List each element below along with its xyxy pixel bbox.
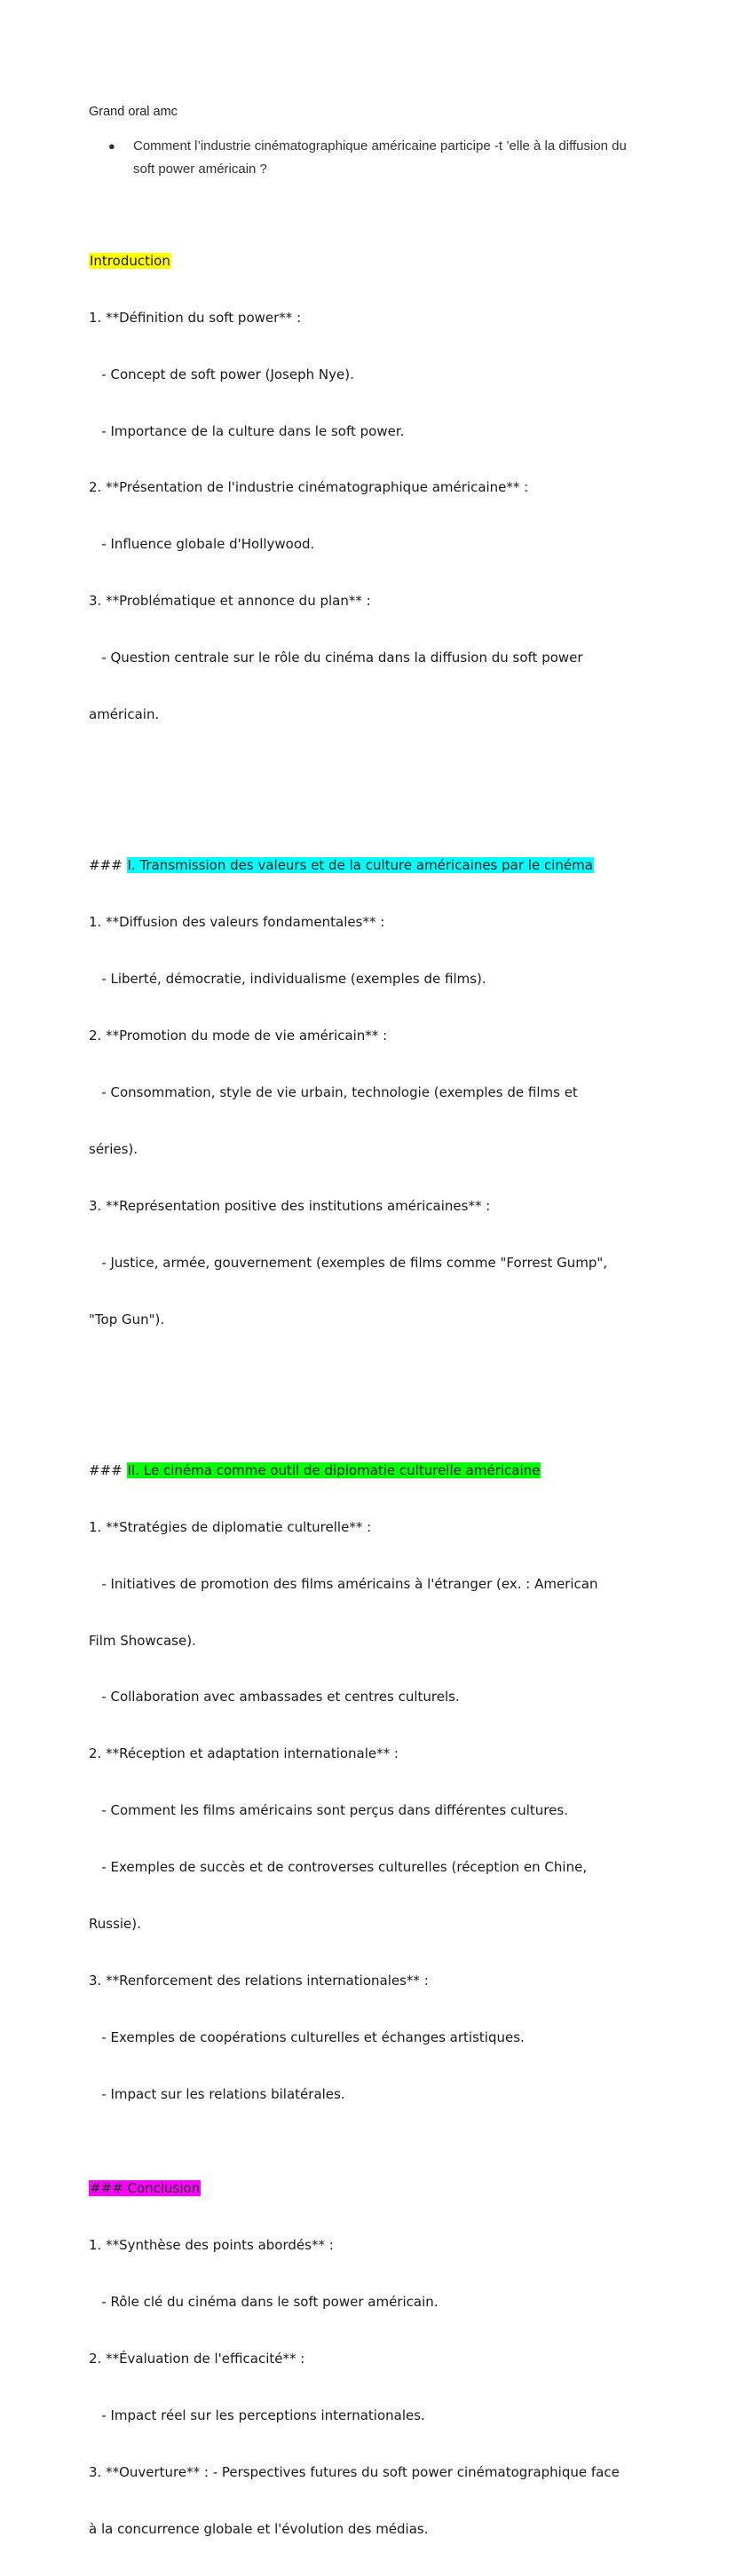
intro-line: - Question centrale sur le rôle du cinéma dans la diffusion du soft power: [89, 650, 583, 666]
part2-line: - Exemples de coopérations culturelles et échanges artistiques.: [89, 2029, 525, 2045]
heading-prefix: ###: [89, 857, 122, 874]
part1-line: 1. **Diffusion des valeurs fondamentales** :: [89, 914, 385, 931]
part2-heading: II. Le cinéma comme outil de diplomatie culturelle américaine: [127, 1461, 541, 1478]
part2-line: 1. **Stratégies de diplomatie culturelle** :: [89, 1518, 372, 1535]
conclusion-line: 3. **Ouverture** : - Perspectives futures du soft power cinématographique face: [89, 2463, 620, 2480]
document-body: [89, 195, 657, 2576]
part1-line: - Justice, armée, gouvernement (exemples de films comme "Forrest Gump",: [89, 1254, 608, 1271]
question-list-item: [108, 135, 632, 181]
intro-line: - Concept de soft power (Joseph Nye).: [89, 366, 354, 382]
conclusion-heading: ### Conclusion: [90, 2180, 201, 2197]
part2-line: 3. **Renforcement des relations internationales** :: [89, 1972, 429, 1989]
part2-line: 2. **Réception et adaptation internationale** :: [89, 1745, 399, 1762]
part2-line: Russie).: [89, 1916, 141, 1933]
conclusion-line: 2. **Évaluation de l'efficacité** :: [89, 2350, 305, 2367]
part2-line: - Comment les films américains sont perçus dans différentes cultures.: [89, 1802, 568, 1819]
blank-line: [89, 762, 657, 781]
bullet-icon: ●: [108, 139, 115, 153]
conclusion-heading-line: [89, 2179, 657, 2198]
part2-line: Film Showcase).: [89, 1632, 196, 1649]
intro-heading-line: [89, 252, 657, 271]
part1-line: séries).: [89, 1140, 138, 1157]
problematic-question: Comment l’industrie cinématographique américaine participe -t ’elle à la diffusion du soft power américain ?: [133, 138, 627, 177]
part2-line: - Collaboration avec ambassades et centres culturels.: [89, 1689, 460, 1706]
part2-line: - Exemples de succès et de controverses culturelles (réception en Chine,: [89, 1859, 588, 1876]
conclusion-line: - Rôle clé du cinéma dans le soft power américain.: [89, 2293, 439, 2310]
conclusion-line: à la concurrence globale et l'évolution des médias.: [89, 2520, 429, 2537]
intro-line: 3. **Problématique et annonce du plan** :: [89, 593, 371, 610]
part1-line: 3. **Représentation positive des institutions américaines** :: [89, 1197, 491, 1214]
conclusion-line: 1. **Synthèse des points abordés** :: [89, 2237, 334, 2254]
blank-line: [89, 1367, 657, 1385]
intro-line: américain.: [89, 706, 160, 723]
part1-line: "Top Gun").: [89, 1311, 165, 1327]
heading-prefix: ###: [89, 1461, 122, 1478]
conclusion-line: - Impact réel sur les perceptions internationales.: [89, 2407, 425, 2423]
part2-line: - Initiatives de promotion des films américains à l'étranger (ex. : American: [89, 1575, 598, 1592]
part1-heading: I. Transmission des valeurs et de la culture américaines par le cinéma: [127, 857, 593, 874]
part2-heading-line: [89, 1461, 657, 1480]
intro-line: - Importance de la culture dans le soft power.: [89, 422, 405, 439]
part2-line: - Impact sur les relations bilatérales.: [89, 2085, 345, 2102]
intro-heading: Introduction: [90, 252, 170, 269]
part1-line: 2. **Promotion du mode de vie américain** :: [89, 1028, 388, 1044]
intro-line: - Influence globale d'Hollywood.: [89, 536, 315, 553]
intro-line: 1. **Définition du soft power** :: [89, 309, 302, 326]
intro-line: 2. **Présentation de l'industrie cinématographique américaine** :: [89, 479, 529, 496]
part1-heading-line: [89, 856, 657, 875]
part1-line: - Consommation, style de vie urbain, technologie (exemples de films et: [89, 1083, 578, 1100]
document-title: Grand oral amc: [89, 105, 178, 119]
part1-line: - Liberté, démocratie, individualisme (exemples de films).: [89, 971, 486, 988]
